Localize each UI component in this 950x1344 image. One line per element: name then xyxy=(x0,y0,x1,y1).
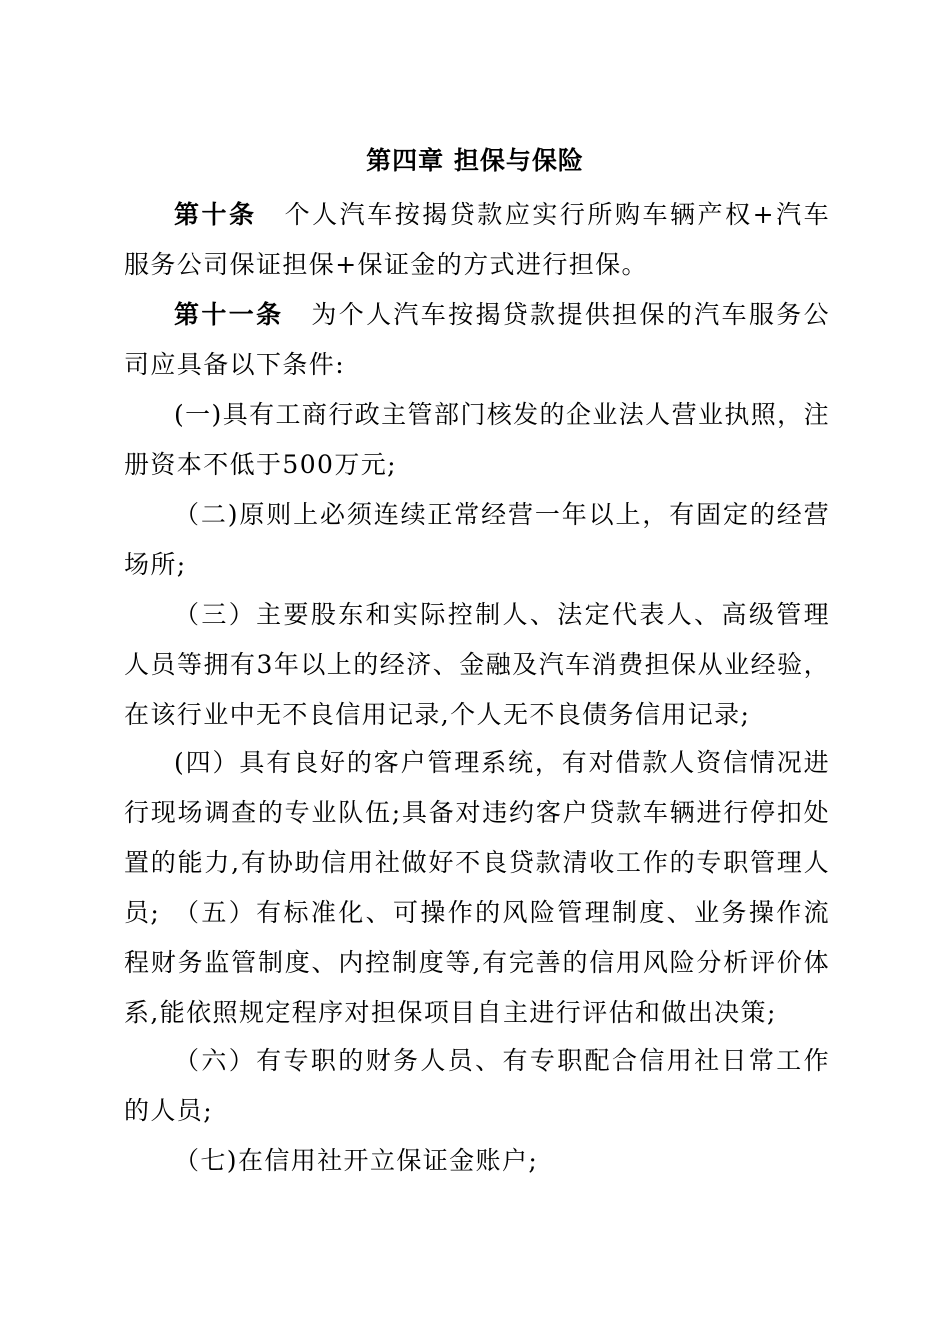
condition-item-6: （六）有专职的财务人员、有专职配合信用社日常工作的人员; xyxy=(124,1046,830,1125)
condition-item-4: (四）具有良好的客户管理系统，有对借款人资信情况进行现场调查的专业队伍;具备对违约客户贷款车辆进行停扣处置的能力,有协助信用社做好不良贷款清收工作的专职管理人员; xyxy=(124,748,830,927)
chapter-title: 第四章 担保与保险 xyxy=(366,146,584,175)
article-text: 为个人汽车按揭贷款提供担保的汽车服务公司应具备以下条件: xyxy=(124,300,830,379)
article-number: 第十一条 xyxy=(174,300,284,329)
article-11 xyxy=(124,290,830,390)
condition-item-1: (一)具有工商行政主管部门核发的企业法人营业执照，注册资本不低于500万元; xyxy=(124,400,830,479)
condition-item-5: （五）有标准化、可操作的风险管理制度、业务操作流程财务监管制度、内控制度等,有完善的信用风险分析评价体系,能依照规定程序对担保项目自主进行评估和做出决策; xyxy=(124,898,830,1027)
condition-item-2: （二)原则上必须连续正常经营一年以上，有固定的经营场所; xyxy=(124,500,830,579)
condition-item-7: （七)在信用社开立保证金账户; xyxy=(174,1146,539,1175)
article-10 xyxy=(124,190,830,290)
article-number: 第十条 xyxy=(174,200,257,229)
condition-item-3: （三）主要股东和实际控制人、法定代表人、高级管理人员等拥有3年以上的经济、金融及汽车消费担保从业经验，在该行业中无不良信用记录,个人无不良债务信用记录; xyxy=(124,600,830,729)
article-text: 个人汽车按揭贷款应实行所购车辆产权+汽车服务公司保证担保+保证金的方式进行担保。 xyxy=(124,200,830,279)
